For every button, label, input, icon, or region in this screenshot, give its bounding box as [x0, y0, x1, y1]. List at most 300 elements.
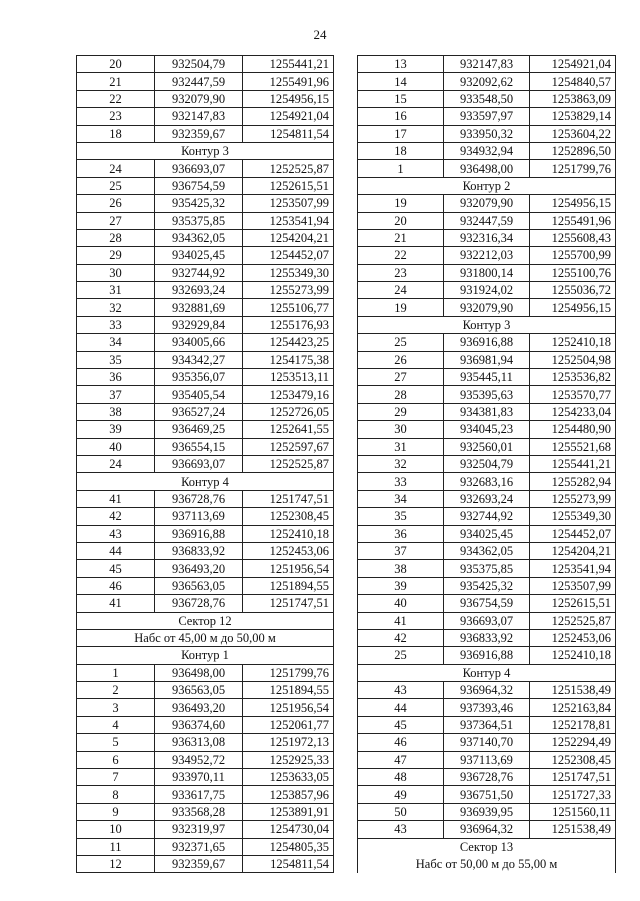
point-number-cell: 40: [358, 595, 444, 612]
point-number-cell: 9: [77, 803, 155, 820]
table-row: [358, 299, 616, 316]
table-row: [77, 855, 334, 872]
table-row: [358, 142, 616, 159]
point-number-cell: 25: [358, 647, 444, 664]
x-coordinate-cell: 935395,63: [444, 386, 530, 403]
x-coordinate-cell: 936493,20: [155, 560, 243, 577]
point-number-cell: 5: [77, 734, 155, 751]
y-coordinate-cell: 1255491,96: [243, 73, 334, 90]
y-coordinate-cell: 1251747,51: [243, 490, 334, 507]
table-row: [358, 647, 616, 664]
x-coordinate-cell: 933970,11: [155, 769, 243, 786]
table-row: [77, 838, 334, 855]
x-coordinate-cell: 936498,00: [444, 160, 530, 177]
sector-height-range: Набс от 45,00 м до 50,00 м: [77, 629, 334, 646]
x-coordinate-cell: 935375,85: [444, 560, 530, 577]
y-coordinate-cell: 1251747,51: [243, 595, 334, 612]
x-coordinate-cell: 934381,83: [444, 403, 530, 420]
table-row: [358, 473, 616, 490]
y-coordinate-cell: 1251560,11: [530, 803, 616, 820]
y-coordinate-cell: 1252641,55: [243, 421, 334, 438]
table-row: [358, 786, 616, 803]
point-number-cell: 43: [358, 682, 444, 699]
table-row: [358, 769, 616, 786]
x-coordinate-cell: 936754,59: [444, 595, 530, 612]
x-coordinate-cell: 936833,92: [155, 542, 243, 559]
point-number-cell: 23: [358, 264, 444, 281]
sector-height-range: Набс от 50,00 м до 55,00 м: [358, 855, 616, 872]
x-coordinate-cell: 936554,15: [155, 438, 243, 455]
x-coordinate-cell: 931800,14: [444, 264, 530, 281]
table-row: [77, 542, 334, 559]
x-coordinate-cell: 933617,75: [155, 786, 243, 803]
point-number-cell: 31: [77, 282, 155, 299]
x-coordinate-cell: 933950,32: [444, 125, 530, 142]
table-row: [358, 73, 616, 90]
x-coordinate-cell: 936916,88: [444, 334, 530, 351]
y-coordinate-cell: 1255700,99: [530, 247, 616, 264]
table-row: [358, 560, 616, 577]
point-number-cell: 26: [358, 351, 444, 368]
point-number-cell: 42: [358, 629, 444, 646]
table-row: [77, 508, 334, 525]
point-number-cell: 19: [358, 195, 444, 212]
contour-header-row: [77, 473, 334, 490]
contour-header-row: [358, 177, 616, 194]
x-coordinate-cell: 934952,72: [155, 751, 243, 768]
x-coordinate-cell: 932504,79: [155, 56, 243, 73]
point-number-cell: 25: [77, 177, 155, 194]
table-row: [358, 577, 616, 594]
table-row: [358, 369, 616, 386]
point-number-cell: 33: [358, 473, 444, 490]
table-row: [358, 212, 616, 229]
table-row: [358, 734, 616, 751]
point-number-cell: 24: [77, 455, 155, 472]
x-coordinate-cell: 936964,32: [444, 821, 530, 838]
x-coordinate-cell: 936964,32: [444, 682, 530, 699]
y-coordinate-cell: 1255036,72: [530, 282, 616, 299]
sector-title: Сектор 12: [77, 612, 334, 629]
point-number-cell: 37: [77, 386, 155, 403]
y-coordinate-cell: 1252453,06: [243, 542, 334, 559]
x-coordinate-cell: 932359,67: [155, 855, 243, 872]
y-coordinate-cell: 1253513,11: [243, 369, 334, 386]
table-row: [77, 212, 334, 229]
y-coordinate-cell: 1255349,30: [243, 264, 334, 281]
table-row: [77, 386, 334, 403]
y-coordinate-cell: 1251538,49: [530, 821, 616, 838]
point-number-cell: 25: [358, 334, 444, 351]
y-coordinate-cell: 1254921,04: [243, 108, 334, 125]
x-coordinate-cell: 932316,34: [444, 229, 530, 246]
x-coordinate-cell: 932079,90: [444, 299, 530, 316]
point-number-cell: 39: [77, 421, 155, 438]
y-coordinate-cell: 1255349,30: [530, 508, 616, 525]
y-coordinate-cell: 1254233,04: [530, 403, 616, 420]
x-coordinate-cell: 932092,62: [444, 73, 530, 90]
table-row: [358, 803, 616, 820]
x-coordinate-cell: 936939,95: [444, 803, 530, 820]
table-row: [77, 803, 334, 820]
y-coordinate-cell: 1251956,54: [243, 560, 334, 577]
x-coordinate-cell: 935425,32: [155, 195, 243, 212]
point-number-cell: 22: [77, 90, 155, 107]
point-number-cell: 20: [358, 212, 444, 229]
x-coordinate-cell: 937393,46: [444, 699, 530, 716]
point-number-cell: 34: [77, 334, 155, 351]
x-coordinate-cell: 933568,28: [155, 803, 243, 820]
table-row: [358, 421, 616, 438]
table-row: [77, 108, 334, 125]
table-row: [358, 334, 616, 351]
y-coordinate-cell: 1253570,77: [530, 386, 616, 403]
y-coordinate-cell: 1251894,55: [243, 682, 334, 699]
x-coordinate-cell: 936693,07: [155, 455, 243, 472]
table-row: [358, 247, 616, 264]
point-number-cell: 8: [77, 786, 155, 803]
point-number-cell: 50: [358, 803, 444, 820]
point-number-cell: 17: [358, 125, 444, 142]
y-coordinate-cell: 1252410,18: [243, 525, 334, 542]
y-coordinate-cell: 1255282,94: [530, 473, 616, 490]
table-row: [77, 490, 334, 507]
table-row: [358, 229, 616, 246]
table-row: [77, 229, 334, 246]
y-coordinate-cell: 1252061,77: [243, 716, 334, 733]
x-coordinate-cell: 933597,97: [444, 108, 530, 125]
table-row: [358, 508, 616, 525]
point-number-cell: 48: [358, 769, 444, 786]
point-number-cell: 21: [77, 73, 155, 90]
point-number-cell: 1: [358, 160, 444, 177]
table-row: [358, 195, 616, 212]
y-coordinate-cell: 1255441,21: [530, 455, 616, 472]
y-coordinate-cell: 1255441,21: [243, 56, 334, 73]
point-number-cell: 26: [77, 195, 155, 212]
point-number-cell: 31: [358, 438, 444, 455]
table-row: [77, 264, 334, 281]
table-row: [77, 455, 334, 472]
point-number-cell: 13: [358, 56, 444, 73]
x-coordinate-cell: 936527,24: [155, 403, 243, 420]
table-row: [77, 751, 334, 768]
table-row: [77, 177, 334, 194]
table-row: [358, 455, 616, 472]
x-coordinate-cell: 932147,83: [444, 56, 530, 73]
sector-title: Сектор 13: [358, 838, 616, 855]
x-coordinate-cell: 937364,51: [444, 716, 530, 733]
point-number-cell: 20: [77, 56, 155, 73]
table-row: [77, 299, 334, 316]
point-number-cell: 43: [77, 525, 155, 542]
table-row: [77, 438, 334, 455]
point-number-cell: 29: [358, 403, 444, 420]
y-coordinate-cell: 1252525,87: [530, 612, 616, 629]
point-number-cell: 44: [358, 699, 444, 716]
y-coordinate-cell: 1253633,05: [243, 769, 334, 786]
y-coordinate-cell: 1254805,35: [243, 838, 334, 855]
x-coordinate-cell: 936728,76: [444, 769, 530, 786]
y-coordinate-cell: 1252308,45: [243, 508, 334, 525]
point-number-cell: 32: [358, 455, 444, 472]
x-coordinate-cell: 932079,90: [155, 90, 243, 107]
table-row: [77, 334, 334, 351]
y-coordinate-cell: 1254921,04: [530, 56, 616, 73]
y-coordinate-cell: 1253541,94: [243, 212, 334, 229]
y-coordinate-cell: 1254956,15: [243, 90, 334, 107]
point-number-cell: 22: [358, 247, 444, 264]
y-coordinate-cell: 1254175,38: [243, 351, 334, 368]
y-coordinate-cell: 1251799,76: [530, 160, 616, 177]
point-number-cell: 24: [358, 282, 444, 299]
y-coordinate-cell: 1252525,87: [243, 160, 334, 177]
table-row: [77, 73, 334, 90]
table-row: [358, 751, 616, 768]
x-coordinate-cell: 936493,20: [155, 699, 243, 716]
x-coordinate-cell: 932079,90: [444, 195, 530, 212]
y-coordinate-cell: 1252410,18: [530, 647, 616, 664]
contour-header: Контур 1: [77, 647, 334, 664]
table-row: [77, 716, 334, 733]
point-number-cell: 45: [358, 716, 444, 733]
y-coordinate-cell: 1252615,51: [243, 177, 334, 194]
x-coordinate-cell: 936916,88: [155, 525, 243, 542]
x-coordinate-cell: 936728,76: [155, 490, 243, 507]
x-coordinate-cell: 936833,92: [444, 629, 530, 646]
x-coordinate-cell: 934005,66: [155, 334, 243, 351]
y-coordinate-cell: 1254452,07: [243, 247, 334, 264]
y-coordinate-cell: 1251894,55: [243, 577, 334, 594]
page-number: 24: [313, 27, 327, 42]
point-number-cell: 35: [77, 351, 155, 368]
y-coordinate-cell: 1254423,25: [243, 334, 334, 351]
x-coordinate-cell: 936728,76: [155, 595, 243, 612]
y-coordinate-cell: 1252925,33: [243, 751, 334, 768]
point-number-cell: 30: [358, 421, 444, 438]
point-number-cell: 15: [358, 90, 444, 107]
sector-subtitle-row: [77, 629, 334, 646]
point-number-cell: 21: [358, 229, 444, 246]
y-coordinate-cell: 1252504,98: [530, 351, 616, 368]
x-coordinate-cell: 935445,11: [444, 369, 530, 386]
x-coordinate-cell: 932929,84: [155, 316, 243, 333]
point-number-cell: 3: [77, 699, 155, 716]
y-coordinate-cell: 1254204,21: [530, 542, 616, 559]
table-row: [77, 160, 334, 177]
table-row: [358, 351, 616, 368]
x-coordinate-cell: 934045,23: [444, 421, 530, 438]
sector-subtitle-row: [358, 855, 616, 872]
point-number-cell: 32: [77, 299, 155, 316]
table-row: [358, 125, 616, 142]
point-number-cell: 12: [77, 855, 155, 872]
x-coordinate-cell: 932319,97: [155, 821, 243, 838]
y-coordinate-cell: 1253507,99: [530, 577, 616, 594]
y-coordinate-cell: 1252726,05: [243, 403, 334, 420]
y-coordinate-cell: 1253536,82: [530, 369, 616, 386]
table-row: [77, 769, 334, 786]
table-row: [77, 90, 334, 107]
point-number-cell: 43: [358, 821, 444, 838]
x-coordinate-cell: 934362,05: [444, 542, 530, 559]
y-coordinate-cell: 1253891,91: [243, 803, 334, 820]
point-number-cell: 39: [358, 577, 444, 594]
table-row: [77, 577, 334, 594]
table-row: [358, 490, 616, 507]
y-coordinate-cell: 1255273,99: [530, 490, 616, 507]
table-row: [358, 542, 616, 559]
y-coordinate-cell: 1252163,84: [530, 699, 616, 716]
point-number-cell: 10: [77, 821, 155, 838]
point-number-cell: 44: [77, 542, 155, 559]
x-coordinate-cell: 935425,32: [444, 577, 530, 594]
x-coordinate-cell: 932881,69: [155, 299, 243, 316]
y-coordinate-cell: 1255176,93: [243, 316, 334, 333]
point-number-cell: 47: [358, 751, 444, 768]
point-number-cell: 38: [358, 560, 444, 577]
x-coordinate-cell: 936563,05: [155, 682, 243, 699]
point-number-cell: 42: [77, 508, 155, 525]
y-coordinate-cell: 1252525,87: [243, 455, 334, 472]
contour-header: Контур 3: [77, 142, 334, 159]
y-coordinate-cell: 1252294,49: [530, 734, 616, 751]
point-number-cell: 41: [358, 612, 444, 629]
y-coordinate-cell: 1253863,09: [530, 90, 616, 107]
table-row: [358, 282, 616, 299]
x-coordinate-cell: 936981,94: [444, 351, 530, 368]
table-row: [77, 821, 334, 838]
x-coordinate-cell: 932560,01: [444, 438, 530, 455]
table-row: [358, 90, 616, 107]
y-coordinate-cell: 1253479,16: [243, 386, 334, 403]
x-coordinate-cell: 932359,67: [155, 125, 243, 142]
point-number-cell: 45: [77, 560, 155, 577]
point-number-cell: 4: [77, 716, 155, 733]
table-row: [77, 351, 334, 368]
table-row: [358, 403, 616, 420]
contour-header: Контур 4: [358, 664, 616, 681]
point-number-cell: 11: [77, 838, 155, 855]
point-number-cell: 6: [77, 751, 155, 768]
point-number-cell: 38: [77, 403, 155, 420]
x-coordinate-cell: 932212,03: [444, 247, 530, 264]
table-row: [358, 682, 616, 699]
x-coordinate-cell: 937140,70: [444, 734, 530, 751]
x-coordinate-cell: 932744,92: [155, 264, 243, 281]
coordinates-table-right: [357, 55, 616, 873]
table-row: [77, 682, 334, 699]
table-row: [77, 664, 334, 681]
y-coordinate-cell: 1254840,57: [530, 73, 616, 90]
y-coordinate-cell: 1254956,15: [530, 195, 616, 212]
point-number-cell: 28: [358, 386, 444, 403]
x-coordinate-cell: 936916,88: [444, 647, 530, 664]
point-number-cell: 24: [77, 160, 155, 177]
point-number-cell: 36: [358, 525, 444, 542]
x-coordinate-cell: 934362,05: [155, 229, 243, 246]
y-coordinate-cell: 1253541,94: [530, 560, 616, 577]
point-number-cell: 41: [77, 595, 155, 612]
point-number-cell: 29: [77, 247, 155, 264]
point-number-cell: 19: [358, 299, 444, 316]
y-coordinate-cell: 1252896,50: [530, 142, 616, 159]
x-coordinate-cell: 935375,85: [155, 212, 243, 229]
contour-header-row: [77, 647, 334, 664]
x-coordinate-cell: 934025,45: [155, 247, 243, 264]
point-number-cell: 34: [358, 490, 444, 507]
contour-header-row: [77, 142, 334, 159]
x-coordinate-cell: 935356,07: [155, 369, 243, 386]
table-row: [358, 438, 616, 455]
table-row: [358, 595, 616, 612]
table-row: [358, 612, 616, 629]
point-number-cell: 1: [77, 664, 155, 681]
table-row: [358, 108, 616, 125]
point-number-cell: 27: [77, 212, 155, 229]
y-coordinate-cell: 1252410,18: [530, 334, 616, 351]
x-coordinate-cell: 936313,08: [155, 734, 243, 751]
table-row: [77, 56, 334, 73]
y-coordinate-cell: 1254452,07: [530, 525, 616, 542]
x-coordinate-cell: 932371,65: [155, 838, 243, 855]
y-coordinate-cell: 1255521,68: [530, 438, 616, 455]
y-coordinate-cell: 1254480,90: [530, 421, 616, 438]
point-number-cell: 14: [358, 73, 444, 90]
point-number-cell: 30: [77, 264, 155, 281]
x-coordinate-cell: 932693,24: [444, 490, 530, 507]
x-coordinate-cell: 937113,69: [155, 508, 243, 525]
table-row: [358, 716, 616, 733]
contour-header-row: [358, 316, 616, 333]
x-coordinate-cell: 936498,00: [155, 664, 243, 681]
y-coordinate-cell: 1255273,99: [243, 282, 334, 299]
coordinates-table-left: [76, 55, 334, 873]
table-row: [77, 699, 334, 716]
table-row: [77, 316, 334, 333]
y-coordinate-cell: 1251972,13: [243, 734, 334, 751]
x-coordinate-cell: 936693,07: [444, 612, 530, 629]
table-row: [77, 560, 334, 577]
x-coordinate-cell: 931924,02: [444, 282, 530, 299]
table-row: [358, 629, 616, 646]
y-coordinate-cell: 1253507,99: [243, 195, 334, 212]
point-number-cell: 18: [77, 125, 155, 142]
contour-header-row: [358, 664, 616, 681]
point-number-cell: 41: [77, 490, 155, 507]
x-coordinate-cell: 932744,92: [444, 508, 530, 525]
y-coordinate-cell: 1252597,67: [243, 438, 334, 455]
y-coordinate-cell: 1255100,76: [530, 264, 616, 281]
y-coordinate-cell: 1254811,54: [243, 855, 334, 872]
table-row: [358, 386, 616, 403]
sector-title-row: [77, 612, 334, 629]
point-number-cell: 28: [77, 229, 155, 246]
y-coordinate-cell: 1254956,15: [530, 299, 616, 316]
x-coordinate-cell: 937113,69: [444, 751, 530, 768]
table-row: [77, 125, 334, 142]
y-coordinate-cell: 1253604,22: [530, 125, 616, 142]
table-row: [358, 821, 616, 838]
x-coordinate-cell: 935405,54: [155, 386, 243, 403]
sector-title-row: [358, 838, 616, 855]
point-number-cell: 33: [77, 316, 155, 333]
point-number-cell: 16: [358, 108, 444, 125]
y-coordinate-cell: 1254811,54: [243, 125, 334, 142]
table-row: [77, 403, 334, 420]
table-row: [358, 525, 616, 542]
point-number-cell: 35: [358, 508, 444, 525]
